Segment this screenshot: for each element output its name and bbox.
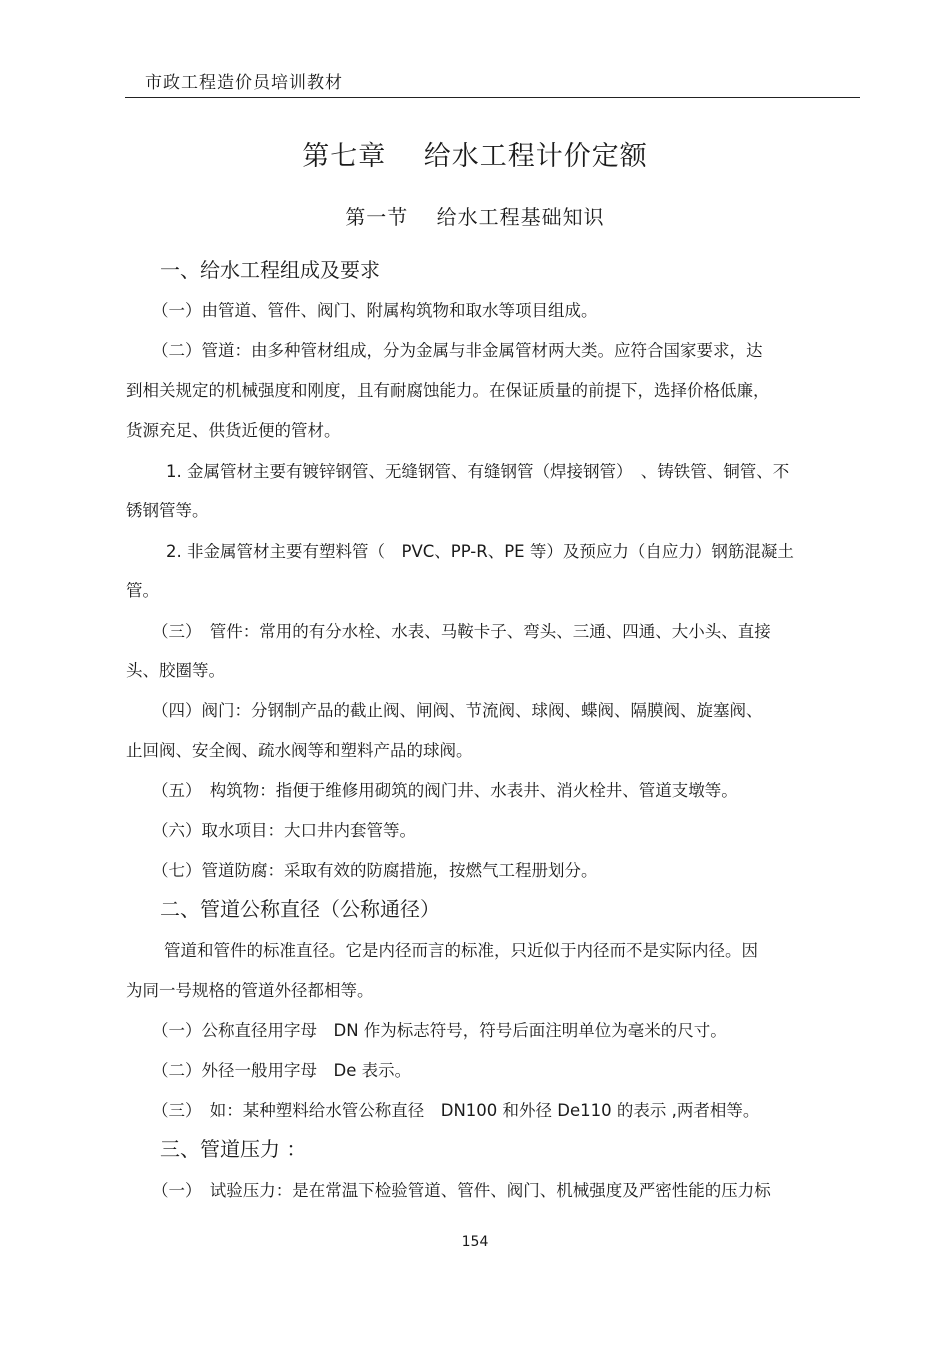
heading-1: 一、给水工程组成及要求 [160,258,380,282]
section-title: 第一节 给水工程基础知识 [345,205,605,229]
heading-2: 二、管道公称直径（公称通径） [160,897,440,921]
paragraph-11: （一）公称直径用字母 DN 作为标志符号，符号后面注明单位为毫米的尺寸。 [152,1021,727,1040]
paragraph-3-line-1: 1. 金属管材主要有镀锌钢管、无缝钢管、有缝钢管（焊接钢管） 、铸铁管、铜管、不 [166,462,790,481]
paragraph-1: （一）由管道、管件、阀门、附属构筑物和取水等项目组成。 [152,301,598,320]
paragraph-5-line-1: （三） 管件：常用的有分水栓、水表、马鞍卡子、弯头、三通、四通、大小头、直接 [152,622,771,641]
paragraph-2-line-3: 货源充足、供货近便的管材。 [126,421,341,440]
paragraph-14: （一） 试验压力：是在常温下检验管道、管件、阀门、机械强度及严密性能的压力标 [152,1181,771,1200]
paragraph-10-line-2: 为同一号规格的管道外径都相等。 [126,981,374,1000]
paragraph-3-line-2: 锈钢管等。 [126,501,209,520]
paragraph-2-line-1: （二）管道：由多种管材组成，分为金属与非金属管材两大类。应符合国家要求，达 [152,341,763,360]
page-number: 154 [461,1234,489,1250]
paragraph-10-line-1: 管道和管件的标准直径。它是内径而言的标准，只近似于内径而不是实际内径。因 [164,941,758,960]
running-header: 市政工程造价员培训教材 [145,73,343,93]
paragraph-5-line-2: 头、胶圈等。 [126,661,225,680]
paragraph-4-line-1: 2. 非金属管材主要有塑料管（ PVC、PP-R、PE 等）及预应力（自应力）钢筋混凝土 [166,542,794,561]
paragraph-4-line-2: 管。 [126,581,159,600]
paragraph-9: （七）管道防腐：采取有效的防腐措施，按燃气工程册划分。 [152,861,598,880]
header-divider [125,97,860,98]
chapter-title: 第七章 给水工程计价定额 [302,141,648,172]
paragraph-12: （二）外径一般用字母 De 表示。 [152,1061,412,1080]
paragraph-8: （六）取水项目：大口井内套管等。 [152,821,416,840]
paragraph-6-line-2: 止回阀、安全阀、疏水阀等和塑料产品的球阀。 [126,741,473,760]
paragraph-7: （五） 构筑物：指便于维修用砌筑的阀门井、水表井、消火栓井、管道支墩等。 [152,781,738,800]
paragraph-6-line-1: （四）阀门：分钢制产品的截止阀、闸阀、节流阀、球阀、蝶阀、隔膜阀、旋塞阀、 [152,701,763,720]
heading-3: 三、管道压力 ： [160,1137,307,1161]
paragraph-13: （三） 如：某种塑料给水管公称直径 DN100 和外径 De110 的表示 ,两者相等。 [152,1101,760,1120]
paragraph-2-line-2: 到相关规定的机械强度和刚度，且有耐腐蚀能力。在保证质量的前提下，选择价格低廉， [126,381,770,400]
